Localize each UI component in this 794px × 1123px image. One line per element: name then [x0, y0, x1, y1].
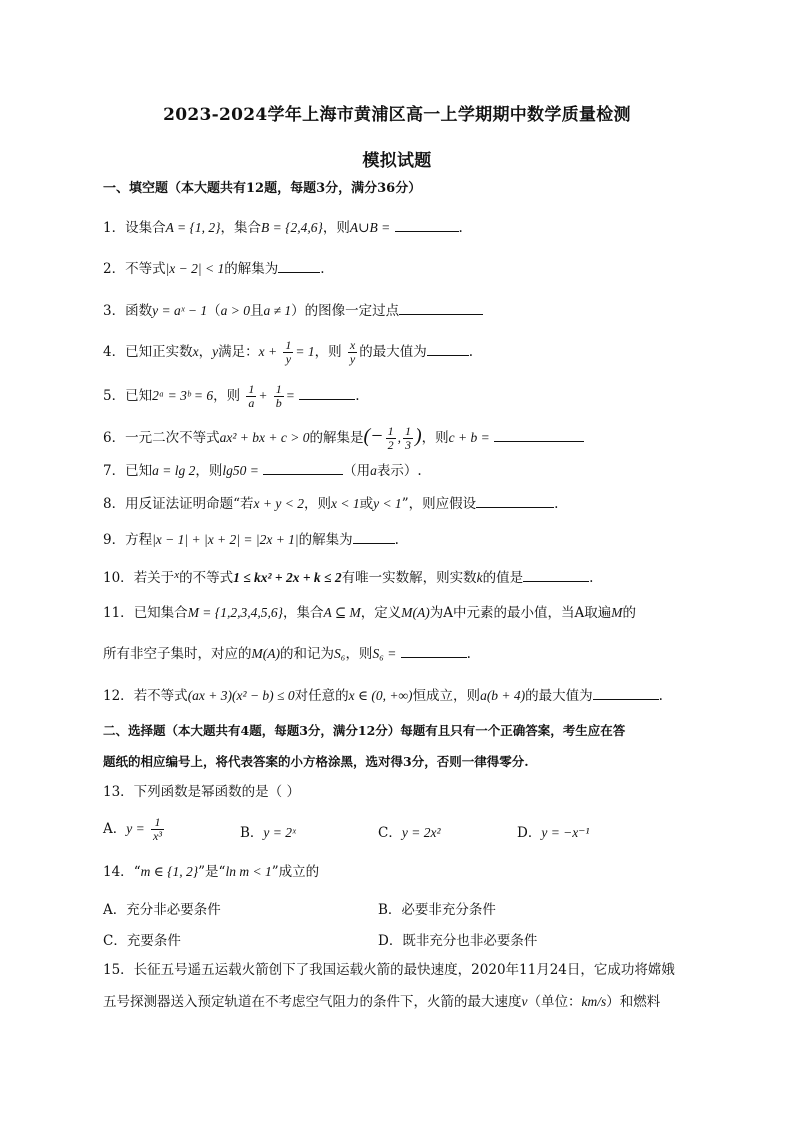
question-3: 3．函数y = aˣ − 1（a > 0且a ≠ 1）的图像一定过点 [103, 300, 703, 321]
option-14-b[interactable]: B．必要非充分条件 [378, 902, 496, 918]
question-9: 9．方程|x − 1| + |x + 2| = |2x + 1|的解集为 . [103, 529, 703, 550]
option-13-a[interactable]: A．y = $\frac{1}{\text{x³}}$ [103, 815, 162, 843]
question-5: 5．已知2ᵃ = 3ᵇ = 6，则 $\frac{1}{a}$ + $\frac{1}{b}$ = . [103, 382, 360, 410]
option-14-d[interactable]: D．既非充分也非必要条件 [378, 933, 538, 949]
question-6: 6．一元二次不等式ax² + bx + c > 0的解集是(− $\frac{1}{2}$ , $\frac{1}{3}$ )，则c + b = [103, 425, 703, 452]
fraction: $\frac{1}{a}$ [248, 382, 255, 410]
fraction: $\frac{x}{y}$ [349, 338, 356, 366]
exam-subtitle: 模拟试题 [362, 151, 432, 171]
option-13-d[interactable]: D．y = −x⁻¹ [517, 825, 590, 841]
question-10: 10．若关于$^x$的不等式1 ≤ kx² + 2x + k ≤ 2有唯一实数解，则实数k的值是 . [103, 569, 594, 586]
fraction: $\frac{1}{\text{x³}}$ [153, 815, 162, 843]
question-4: 4．已知正实数x，y满足：x + $\frac{1}{y}$ = 1，则 $\frac{x}{y}$ 的最大值为 . [103, 338, 474, 366]
exam-title: 2023-2024学年上海市黄浦区高一上学期期中数学质量检测 [163, 105, 631, 125]
section-choice-heading: 二、选择题（本大题共有4题，每题3分，满分12分）每题有且只有一个正确答案，考生应在答 [103, 723, 626, 738]
question-12: 12．若不等式(ax + 3)(x² − b) ≤ 0对任意的x ∈ (0, +∞)恒成立，则a(b + 4)的最大值为 . [103, 685, 703, 706]
answer-blank[interactable] [523, 567, 589, 582]
answer-blank[interactable] [401, 643, 467, 658]
answer-blank[interactable] [395, 217, 459, 232]
answer-blank[interactable] [299, 385, 355, 400]
answer-blank[interactable] [399, 300, 483, 315]
answer-blank[interactable] [263, 460, 343, 475]
option-13-c[interactable]: C．y = 2x² [378, 825, 441, 841]
question-15: 15．长征五号遥五运载火箭创下了我国运载火箭的最快速度，2020年11月24日，它成功将嫦娥 [103, 962, 675, 978]
question-14: 14．“m ∈ {1, 2}”是“ln m < 1”成立的 [103, 864, 320, 880]
answer-blank[interactable] [353, 529, 395, 544]
question-7: 7．已知a = lg 2，则lg50 = （用a表示）. [103, 460, 703, 481]
fraction: $\frac{1}{y}$ [285, 338, 292, 366]
question-2: 2．不等式|x − 2| < 1的解集为 . [103, 258, 703, 279]
question-8: 8．用反证法证明命题“若x + y < 2，则x < 1或y < 1”，则应假设 . [103, 493, 703, 514]
fraction: $\frac{1}{b}$ [275, 382, 282, 410]
question-11: 11．已知集合M = {1,2,3,4,5,6}，集合A ⊆ M，定义M(A)为A中元素的最小值，当A取遍M的 [103, 605, 637, 621]
answer-blank[interactable] [427, 341, 469, 356]
option-14-c[interactable]: C．充要条件 [103, 933, 181, 949]
answer-blank[interactable] [593, 685, 659, 700]
option-14-a[interactable]: A．充分非必要条件 [103, 902, 221, 918]
question-11-continued: 所有非空子集时，对应的M(A)的和记为S₆，则S₆ = . [103, 643, 703, 664]
question-13: 13．下列函数是幂函数的是（ ） [103, 784, 300, 800]
option-13-b[interactable]: B．y = 2ˣ [240, 825, 296, 841]
fraction: $\frac{1}{3}$ [404, 424, 411, 452]
section-fill-in-heading: 一、填空题（本大题共有12题，每题3分，满分36分） [103, 181, 422, 196]
question-1: 1．设集合A = {1, 2}，集合B = {2,4,6}，则A∪B = . [103, 217, 703, 238]
question-15-continued: 五号探测器送入预定轨道在不考虑空气阻力的条件下，火箭的最大速度v（单位：km/s）和燃料 [103, 994, 661, 1010]
section-choice-heading-continued: 题纸的相应编号上，将代表答案的小方格涂黑，选对得3分，否则一律得零分. [103, 754, 529, 769]
answer-blank[interactable] [476, 493, 554, 508]
fraction: $\frac{1}{2}$ [387, 424, 394, 452]
answer-blank[interactable] [494, 427, 584, 442]
answer-blank[interactable] [278, 258, 320, 273]
